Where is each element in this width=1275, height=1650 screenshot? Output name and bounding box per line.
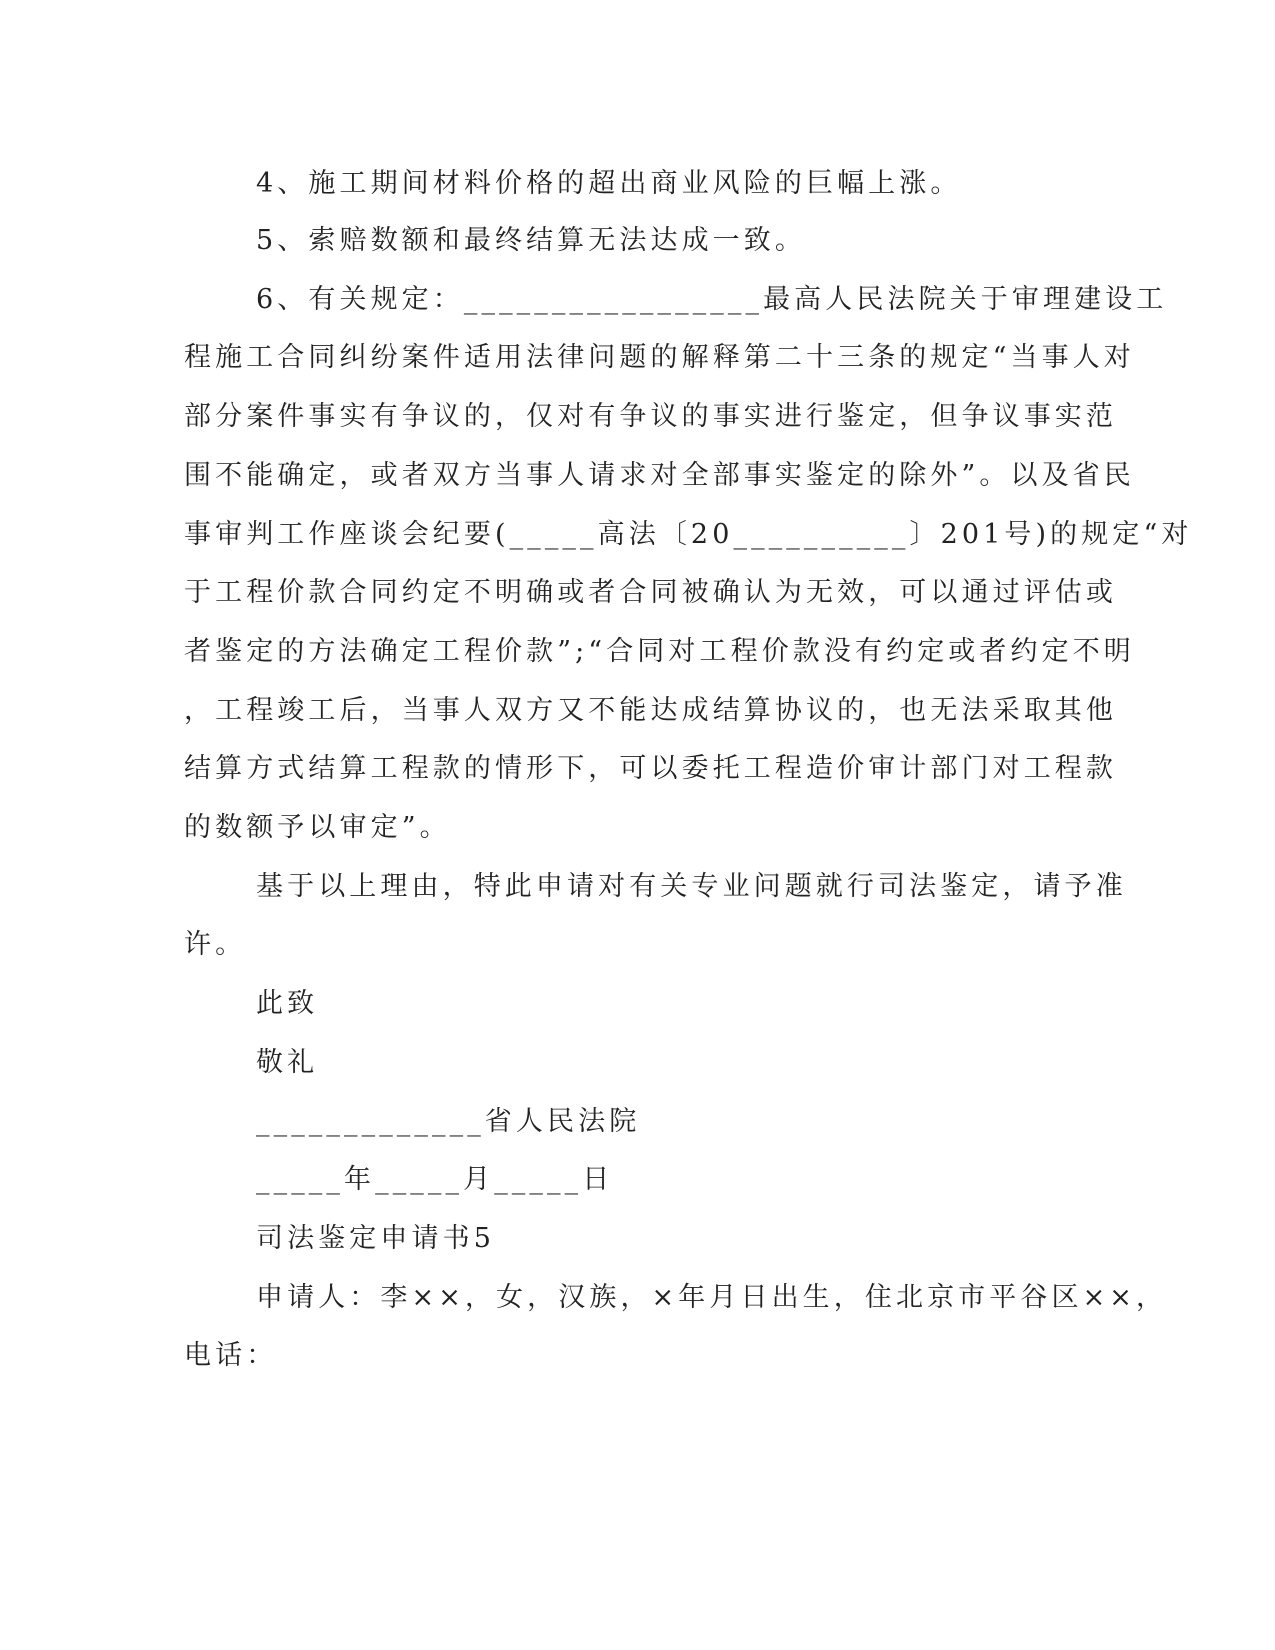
item-5: 5、索赔数额和最终结算无法达成一致。 [256,225,806,256]
request-paragraph-end: 许。 [184,929,247,960]
paragraph-line: 部分案件事实有争议的，仅对有争议的事实进行鉴定，但争议事实范 [184,401,1117,432]
applicant-phone: 电话： [184,1340,278,1371]
item-4: 4、施工期间材料价格的超出商业风险的巨幅上涨。 [256,168,962,199]
court-addressee: _____________省人民法院 [256,1106,641,1137]
salutation-jingli: 敬礼 [256,1047,319,1078]
request-paragraph: 基于以上理由，特此申请对有关专业问题就行司法鉴定，请予准 [256,871,1127,902]
section-title: 司法鉴定申请书5 [256,1223,495,1254]
date-line: _____年_____月_____日 [256,1164,614,1195]
paragraph-line: ，工程竣工后，当事人双方又不能达成结算协议的，也无法采取其他 [184,695,1117,726]
paragraph-line: 者鉴定的方法确定工程价款”;“合同对工程价款没有约定或者约定不明 [184,636,1135,667]
paragraph-line: 于工程价款合同约定不明确或者合同被确认为无效，可以通过评估或 [184,577,1117,608]
paragraph-line: 的数额予以审定”。 [184,812,451,843]
paragraph-line: 程施工合同纠纷案件适用法律问题的解释第二十三条的规定“当事人对 [184,342,1135,373]
paragraph-line: 事审判工作座谈会纪要(_____高法〔20__________〕201号)的规定“对 [184,519,1193,550]
salutation-cizhi: 此致 [256,988,319,1019]
paragraph-line: 围不能确定，或者双方当事人请求对全部事实鉴定的除外”。以及省民 [184,460,1135,491]
applicant-info: 申请人：李××，女，汉族，×年月日出生，住北京市平谷区××， [256,1282,1168,1313]
paragraph-line: 结算方式结算工程款的情形下，可以委托工程造价审计部门对工程款 [184,753,1117,784]
item-6: 6、有关规定：_________________最高人民法院关于审理建设工 [256,284,1168,315]
